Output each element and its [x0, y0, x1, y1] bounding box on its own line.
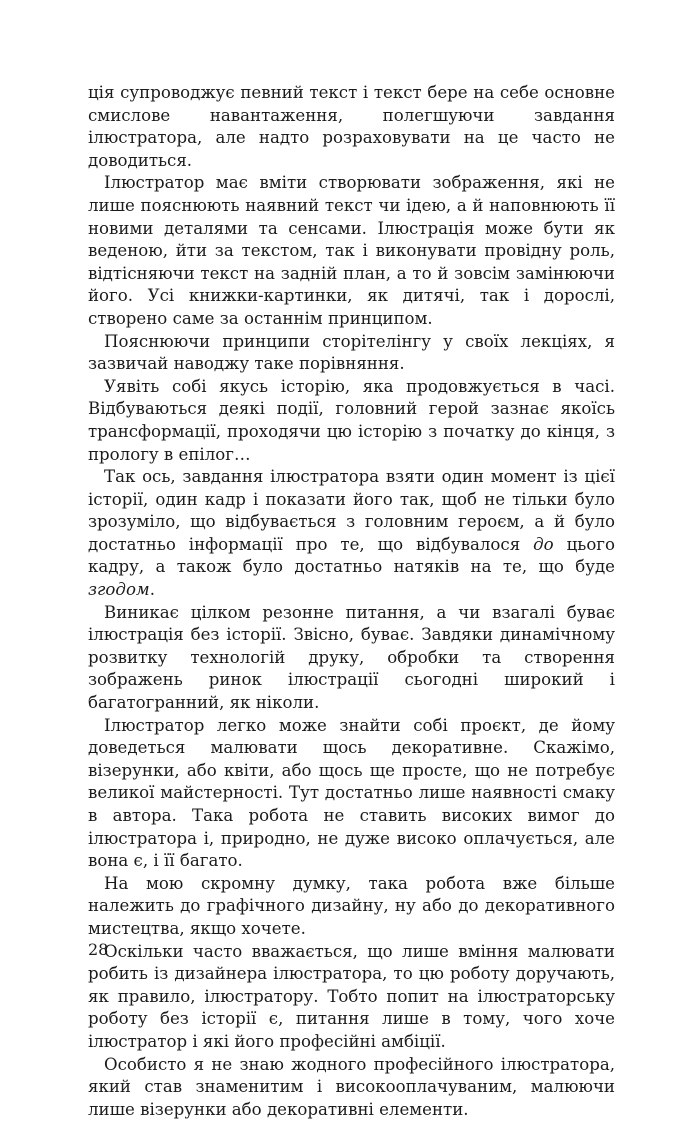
paragraph-text: ція супроводжує певний текст і текст бере на себе основне смислове навантаження, полегшуючи завдання ілюстратора, але надто розраховувати на це часто не доводиться.	[88, 83, 615, 170]
paragraph-text: Ілюстратор легко може знайти собі проєкт, де йому доведеться малювати щось декоративне. Скажімо, візерунки, або квіти, або щось ще просте, що не потребує великої майстерності. Тут достатньо лише наявності смаку в автора. Така робота не ставить високих вимог до ілюстратора і, природно, не дуже високо оплачується, але вона є, і її багато.	[88, 715, 615, 871]
paragraph-text: Так ось, завдання ілюстратора взяти один момент із цієї історії, один кадр і показати його так, щоб не тільки було зрозуміло, що відбувається з головним героєм, а й було достатньо інформації про те, що відбувалося	[88, 467, 615, 554]
paragraph-text: На мою скромну думку, така робота вже більше належить до графічного дизайну, ну або до декоративного мистецтва, якщо хочете.	[88, 873, 615, 938]
paragraph	[88, 715, 615, 873]
paragraph	[88, 941, 615, 1054]
paragraph	[88, 82, 615, 172]
paragraph-text: Пояснюючи принципи сторітелінгу у своїх лекціях, я зазвичай наводжу таке порівняння.	[88, 331, 615, 374]
paragraph	[88, 602, 615, 715]
body-text	[88, 82, 615, 1121]
paragraph-text: Виникає цілком резонне питання, а чи взагалі буває ілюстрація без історії. Звісно, буває. Завдяки динамічному розвитку технологій друку, обробки та створення зображень ринок ілюстрації сьогодні широкий і багатогранний, як ніколи.	[88, 602, 615, 713]
paragraph	[88, 1054, 615, 1121]
paragraph	[88, 376, 615, 466]
paragraph-text: цього кадру, а також було достатньо натяків на те, що буде	[88, 534, 615, 577]
paragraph	[88, 466, 615, 602]
paragraph	[88, 331, 615, 376]
paragraph-text: Оскільки часто вважається, що лише вміння малювати робить із дизайнера ілюстратора, то цю роботу доручають, як правило, ілюстратору. Тобто попит на ілюстраторську роботу без історії є, питання лише в тому, чого хоче ілюстратор і які його професійні амбіції.	[88, 941, 615, 1051]
page-number: 28	[88, 940, 109, 959]
paragraph	[88, 873, 615, 941]
paragraph-text: Особисто я не знаю жодного професійного ілюстратора, який став знаменитим і високооплачуваним, малюючи лише візерунки або декоративні елементи.	[88, 1054, 615, 1119]
italic-text: до	[533, 534, 554, 554]
italic-text: згодом	[88, 580, 150, 600]
paragraph-text: .	[149, 580, 155, 600]
paragraph	[88, 172, 615, 330]
paragraph-text: Ілюстратор має вміти створювати зображення, які не лише пояснюють наявний текст чи ідею, а й наповнюють її новими деталями та сенсами. Ілюстрація може бути як веденою, йти за текстом, так і виконувати провідну роль, відтісняючи текст на задній план, а то й зовсім замінюючи його. Усі книжки-картинки, як дитячі, так і дорослі, створено саме за останнім принципом.	[88, 173, 615, 328]
paragraph-text: Уявіть собі якусь історію, яка продовжується в часі. Відбуваються деякі події, головний герой зазнає якоїсь трансформації, проходячи цю історію з початку до кінця, з прологу в епілог…	[88, 376, 615, 464]
